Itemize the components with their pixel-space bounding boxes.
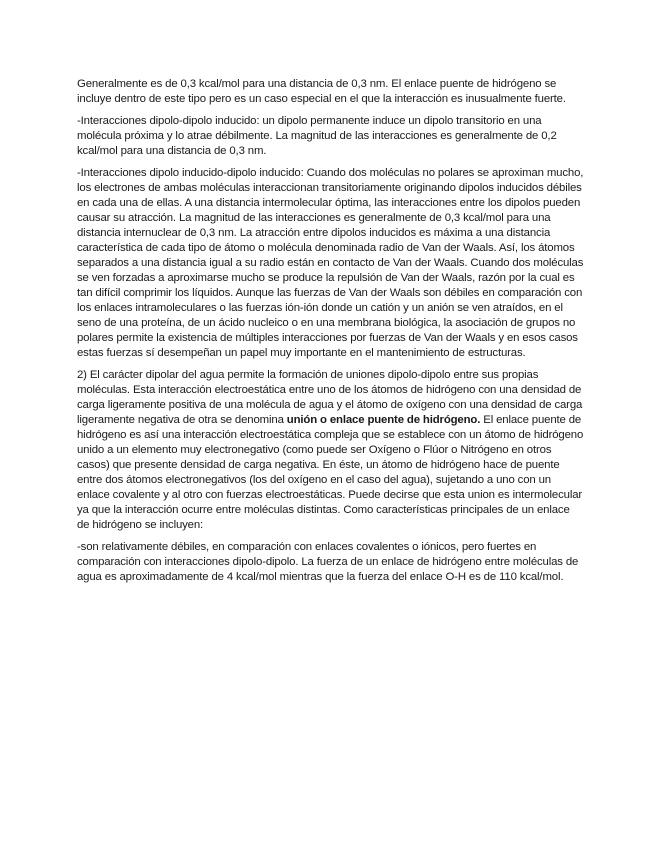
paragraph-van-der-waals-intro: Generalmente es de 0,3 kcal/mol para una distancia de 0,3 nm. El enlace puente de hidrógeno se incluye dentro de este tipo pero es un caso especial en el que la interacción es inusualmente fuerte. [77,78,566,105]
document-page [77,77,584,592]
paragraph-puente-hidrogeno [77,368,584,533]
paragraph-dipolo-inducido: -Interacciones dipolo inducido-dipolo inducido: Cuando dos moléculas no polares se aproximan mucho, los electrones de ambas moléculas interaccionan transitoriamente originando dipolos inducidos débiles en cada una de ellas. A una distancia intermolecular óptima, las interacciones entre los dipolos pueden causar su atracción. La magnitud de las interacciones es generalmente de 0,3 kcal/mol para una distancia internuclear de 0,3 nm. La atracción entre dipolos inducidos es máxima a una distancia característica de cada tipo de átomo o molécula denominada radio de Van der Waals. Así, los átomos separados a una distancia igual a su radio están en contacto de Van der Waals. Cuando dos moléculas se ven forzadas a aproximarse mucho se produce la repulsión de Van der Waals, razón por la cual es tan difícil comprimir los líquidos. Aunque las fuerzas de Van der Waals son débiles en comparación con los enlaces intramoleculares o las fuerzas ión-ión donde un catión y un anión se ven atraídos, en el seno de una proteína, de un ácido nucleico o en una membrana biológica, la asociación de grupos no polares permite la existencia de múltiples interacciones por fuerzas de Van der Waals y en esos casos estas fuerzas sí desempeñan un papel muy importante en el mantenimiento de estructuras. [77,167,584,359]
paragraph-caracteristicas: -son relativamente débiles, en comparación con enlaces covalentes o iónicos, pero fuertes en comparación con interacciones dipolo-dipolo. La fuerza de un enlace de hidrógeno entre moléculas de agua es aproximadamente de 4 kcal/mol mientras que la fuerza del enlace O-H es de 110 kcal/mol. [77,541,579,583]
term-enlace-puente-hidrogeno: unión o enlace puente de hidrógeno. [286,414,481,426]
paragraph-puente-hidrogeno-after: El enlace puente de hidrógeno es así una interacción electroestática compleja que se establece con un átomo de hidrógeno unido a un elemento muy electronegativo (como puede ser Oxígeno o Flúor o Nitrógeno en otros casos) que presente densidad de carga negativa. En éste, un átomo de hidrógeno hace de puente entre dos átomos electronegativos (los del oxígeno en el caso del agua), sujetando a uno con un enlace covalente y al otro con fuerzas electroestáticas. Puede decirse que esta union es intermolecular ya que la interacción ocurre entre moléculas distintas. Como características principales de un enlace de hidrógeno se incluyen: [77,414,584,531]
paragraph-dipolo-dipolo-inducido: -Interacciones dipolo-dipolo inducido: un dipolo permanente induce un dipolo transitorio en una molécula próxima y lo atrae débilmente. La magnitud de las interacciones es generalmente de 0,2 kcal/mol para una distancia de 0,3 nm. [77,115,557,157]
paragraph-puente-hidrogeno-before: 2) El carácter dipolar del agua permite la formación de uniones dipolo-dipolo entre sus propias moléculas. Esta interacción electroestática entre uno de los átomos de hidrógeno con una densidad de carga ligeramente positiva de una molécula de agua y el átomo de oxígeno con una densidad de carga ligeramente negativa de otra se denomina [77,369,583,426]
